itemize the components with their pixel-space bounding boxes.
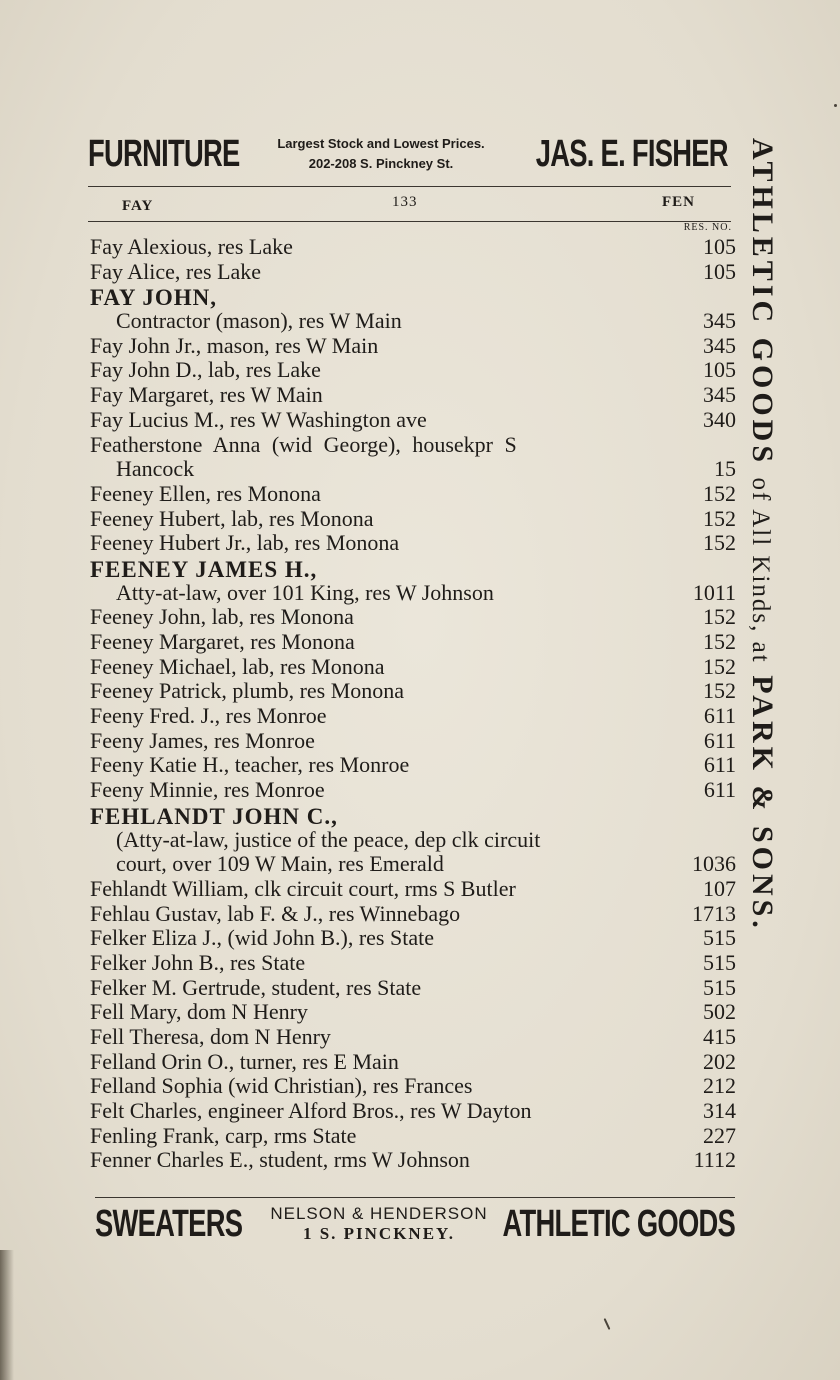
entry-text: Fell Theresa, dom N Henry [90,1024,331,1049]
entry-res-no: 152 [703,604,736,630]
paper-speck [834,104,837,107]
header-rule-bottom [88,221,731,222]
entry-res-no: 515 [703,949,736,975]
entry-text: Fay Lucius M., res W Washington ave [90,406,427,432]
entry-res-no: 502 [703,999,736,1025]
entry-text: Feeny Katie H., teacher, res Monroe [90,752,410,778]
bottom-ad-athletic-goods: ATHLETIC GOODS [502,1203,735,1245]
top-ad-tagline-line1: Largest Stock and Lowest Prices. [277,136,485,151]
directory-entry [90,629,736,654]
entry-text: Felt Charles, engineer Alford Bros., res W Dayton [90,1098,532,1124]
entry-text: Contractor (mason), res W Main [116,308,402,334]
entry-res-no: 611 [703,752,736,778]
directory-entry [90,1123,736,1148]
top-ad-tagline [236,134,526,174]
entry-text: Fenner Charles E., student, rms W Johnson [90,1147,470,1173]
directory-entry [90,580,736,605]
entry-text: Feeny James, res Monroe [90,727,315,753]
page-number: 133 [392,194,418,210]
column-label-res-no: RES. NO. [683,222,732,233]
directory-entry [90,925,736,950]
side-ad-text [742,138,782,1258]
entry-heading-text: FEENEY JAMES H., [90,556,318,582]
top-ad-merchant: JAS. E. FISHER [535,133,728,175]
entry-res-no: 152 [703,530,736,556]
directory-entry [90,728,736,753]
entry-text: Felker Eliza J., (wid John B.), res State [90,925,434,951]
directory-entry [90,234,736,259]
entry-res-no: 1112 [693,1147,736,1173]
entry-res-no: 1011 [692,579,736,605]
directory-entry [90,432,736,457]
entry-heading-text: FEHLANDT JOHN C., [90,803,338,829]
entry-text: Fehlau Gustav, lab F. & J., res Winnebago [90,900,461,926]
directory-entry-heading [90,555,736,580]
entry-res-no: 515 [703,925,736,951]
entry-text: Featherstone Anna (wid George), housekpr S [90,431,517,457]
directory-entry [90,1098,736,1123]
entry-text: Feeney Hubert Jr., lab, res Monona [90,530,400,556]
header-first-name: FAY [122,198,154,214]
entry-text: court, over 109 W Main, res Emerald [116,851,444,877]
side-ad-all-kinds: of All Kinds, at [747,477,774,664]
entry-text: Feeny Minnie, res Monroe [90,777,325,803]
entry-res-no: 611 [703,777,736,803]
entry-text: Felland Sophia (wid Christian), res Frances [90,1073,473,1099]
directory-entry [90,1024,736,1049]
entry-text: Fay John Jr., mason, res W Main [90,332,379,358]
entry-text: Atty-at-law, over 101 King, res W Johnson [116,579,494,605]
entry-res-no: 212 [703,1073,736,1099]
directory-entry [90,827,736,852]
directory-entry [90,481,736,506]
entry-text: Feeney Margaret, res Monona [90,629,355,654]
directory-entry [90,901,736,926]
entry-text: Felker M. Gertrude, student, res State [90,974,422,1000]
directory-listing [90,234,736,1172]
directory-entry [90,530,736,555]
running-header [88,190,731,218]
entry-res-no: 345 [703,308,736,334]
entry-res-no: 105 [703,357,736,383]
entry-text: Feeney Michael, lab, res Monona [90,653,385,679]
bottom-ad-address: 1 S. PINCKNEY. [302,1224,456,1243]
entry-res-no: 15 [714,456,736,482]
entry-text: Felker John B., res State [90,949,306,975]
directory-entry [90,357,736,382]
entry-text: Feeny Fred. J., res Monroe [90,703,327,729]
entry-res-no: 1713 [692,900,736,926]
entry-text: Feeney Hubert, lab, res Monona [90,505,374,531]
header-rule-top [88,186,731,187]
entry-text: Fay Alexious, res Lake [90,234,293,259]
directory-entry-heading [90,283,736,311]
directory-entry [90,456,736,481]
directory-entry [90,777,736,802]
bottom-ad-sweaters: SWEATERS [95,1203,243,1245]
entry-text: Hancock [116,456,195,482]
entry-res-no: 345 [703,382,736,408]
directory-entry [90,506,736,531]
entry-text: Feeney Patrick, plumb, res Monona [90,678,405,704]
entry-text: Feeney John, lab, res Monona [90,604,354,630]
entry-res-no: 107 [703,875,736,901]
entry-res-no: 340 [703,406,736,432]
directory-entry [90,1147,736,1172]
entry-text: Fay Margaret, res W Main [90,382,323,408]
directory-entry [90,752,736,777]
bottom-ad-merchant [235,1204,523,1244]
entry-res-no: 105 [703,234,736,259]
directory-entry [90,950,736,975]
entry-text: Fehlandt William, clk circuit court, rms S Butler [90,875,516,901]
entry-res-no: 152 [703,678,736,704]
entry-res-no: 415 [703,1024,736,1049]
entry-res-no: 152 [703,480,736,506]
directory-entry [90,876,736,901]
top-ad-furniture: FURNITURE [88,133,240,175]
entry-text: Fell Mary, dom N Henry [90,999,308,1025]
entry-text: Felland Orin O., turner, res E Main [90,1048,399,1074]
directory-entry [90,308,736,333]
entry-text: Fay John D., lab, res Lake [90,357,321,383]
bottom-ad-merchant-name: NELSON & HENDERSON [270,1204,488,1223]
directory-entry [90,654,736,679]
side-ad-athletic-goods: ATHLETIC GOODS [746,138,779,467]
directory-entry [90,259,736,284]
entry-res-no: 105 [703,258,736,284]
entry-res-no: 314 [703,1098,736,1124]
entry-text: (Atty-at-law, justice of the peace, dep clk circuit [116,826,541,852]
entry-heading-text: FAY JOHN, [90,285,217,311]
directory-entry [90,703,736,728]
directory-entry [90,604,736,629]
bottom-advertisement [95,1200,735,1250]
directory-entry-heading [90,802,736,827]
entry-res-no: 611 [703,727,736,753]
directory-entry [90,1049,736,1074]
side-ad-park-sons: PARK & SONS. [746,675,779,932]
top-ad-address: 202-208 S. Pinckney St. [308,156,454,171]
footer-rule [95,1197,735,1198]
entry-text: Feeney Ellen, res Monona [90,480,321,506]
entry-res-no: 152 [703,505,736,531]
entry-res-no: 227 [703,1122,736,1148]
entry-res-no: 1036 [692,851,736,877]
entry-text: Fay Alice, res Lake [90,258,262,284]
top-advertisement [88,128,728,184]
entry-res-no: 202 [703,1048,736,1074]
side-advertisement [742,138,782,1258]
directory-entry [90,975,736,1000]
directory-entry [90,1073,736,1098]
directory-entry [90,678,736,703]
directory-entry [90,851,736,876]
directory-entry [90,407,736,432]
header-last-name: FEN [662,194,695,210]
entry-res-no: 345 [703,332,736,358]
entry-text: Fenling Frank, carp, rms State [90,1122,357,1148]
directory-entry [90,999,736,1024]
binding-shadow [0,1250,14,1380]
entry-res-no: 152 [703,653,736,679]
entry-res-no: 611 [703,703,736,729]
directory-entry [90,382,736,407]
directory-entry [90,333,736,358]
entry-res-no: 152 [703,629,736,654]
entry-res-no: 515 [703,974,736,1000]
